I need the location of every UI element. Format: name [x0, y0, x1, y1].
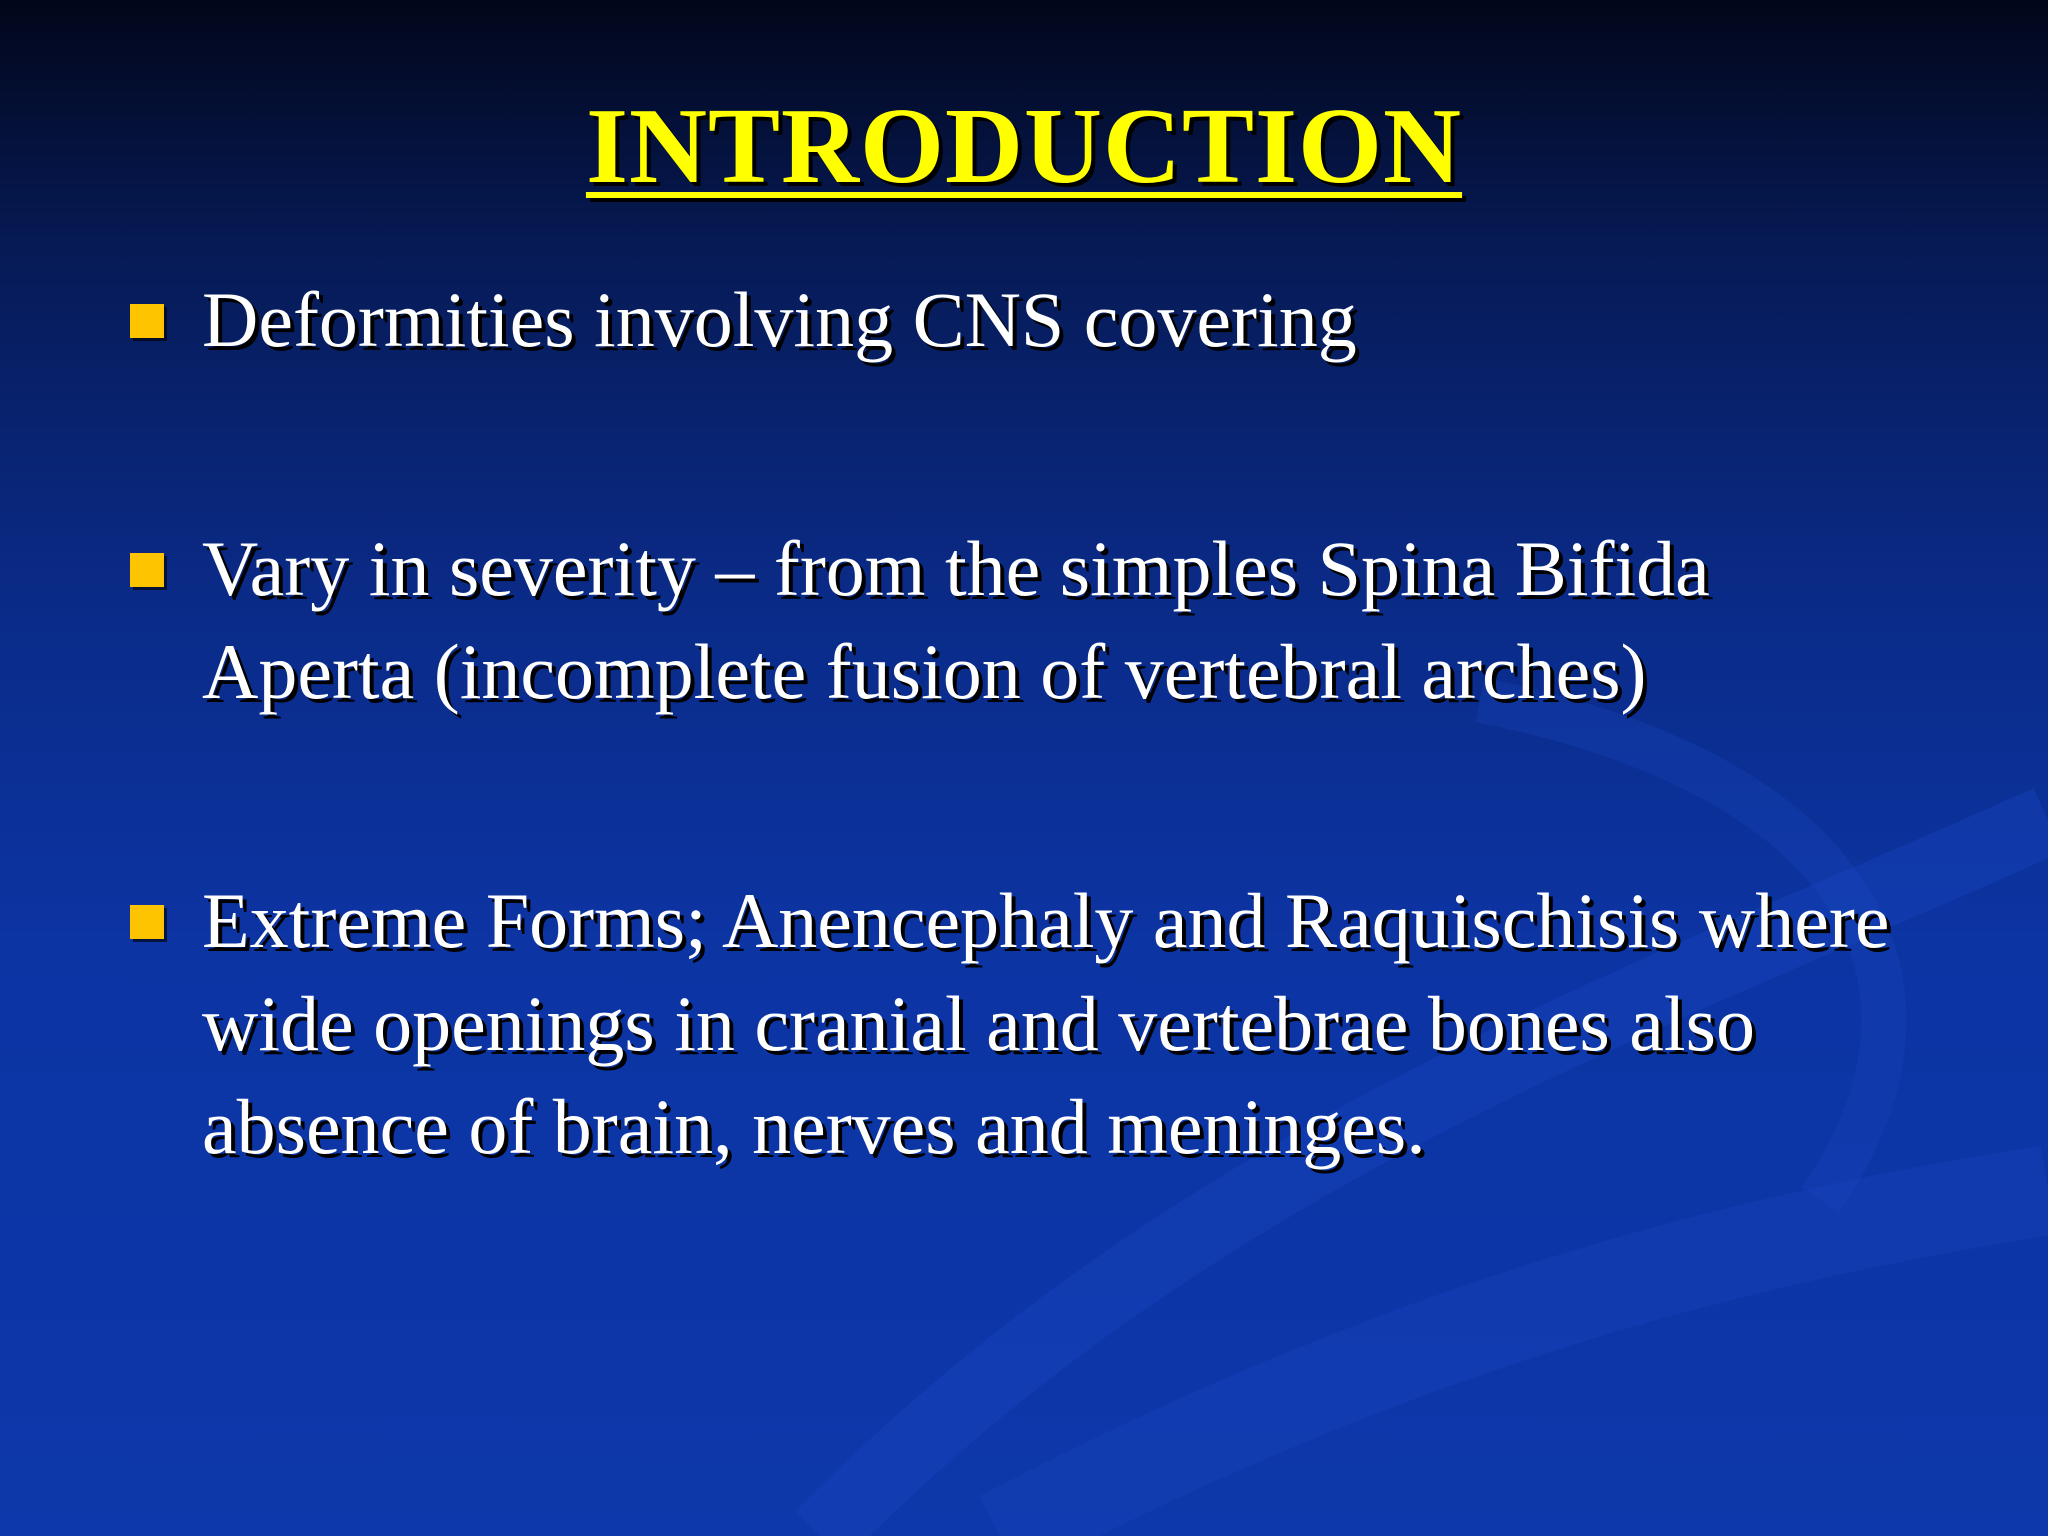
- square-bullet-icon: [130, 553, 164, 587]
- bullet-text: Extreme Forms; Anencephaly and Raquischisis where wide openings in cranial and vertebrae bones also absence of brain, nerves and meninges.: [202, 877, 1890, 1170]
- bullet-text: Vary in severity – from the simples Spina Bifida Aperta (incomplete fusion of vertebral arches): [202, 525, 1710, 715]
- bullet-text: Deformities involving CNS covering: [202, 276, 1357, 363]
- square-bullet-icon: [130, 304, 164, 338]
- square-bullet-icon: [130, 905, 164, 939]
- bullet-item: [130, 517, 1920, 723]
- bullet-list: [130, 268, 1920, 1178]
- bullet-item: [130, 268, 1920, 371]
- slide-title: INTRODUCTION: [585, 87, 1463, 206]
- bullet-item: [130, 869, 1920, 1178]
